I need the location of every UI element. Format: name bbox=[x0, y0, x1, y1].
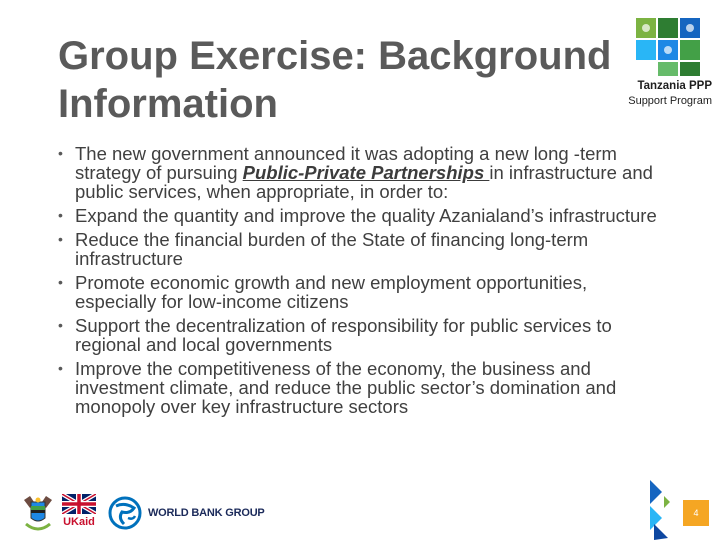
bullet-text: Reduce the financial burden of the State of financing long-term infrastructure bbox=[75, 229, 589, 269]
world-bank-text: WORLD BANK GROUP bbox=[148, 507, 265, 519]
ukaid-text: UKaid bbox=[63, 516, 95, 528]
ukaid-logo bbox=[62, 494, 96, 534]
bullet-list bbox=[56, 144, 666, 421]
bullet-item bbox=[56, 144, 666, 201]
bullet-text: The new government announced it was adopting a new long -term strategy of pursuing bbox=[75, 143, 617, 183]
bullet-dot-icon: • bbox=[58, 360, 63, 376]
bullet-dot-icon: • bbox=[58, 207, 63, 223]
bullet-item bbox=[56, 359, 666, 416]
tanzania-coat-of-arms-icon bbox=[20, 494, 56, 534]
bullet-text: in infrastructure and public services, when appropriate, in order to: bbox=[75, 162, 653, 202]
bullet-dot-icon: • bbox=[58, 231, 63, 247]
ppp-tiles-icon bbox=[634, 16, 700, 78]
tanzania-ppp-logo bbox=[612, 16, 714, 116]
bullet-item bbox=[56, 316, 666, 354]
bullet-dot-icon: • bbox=[58, 274, 63, 290]
bullet-text: Improve the competitiveness of the economy, the business and investment climate, and reduce the public sector’s domination and monopoly over key infrastructure sectors bbox=[75, 358, 617, 417]
world-bank-globe-icon bbox=[108, 496, 142, 530]
bullet-text: Expand the quantity and improve the quality Azanialand’s infrastructure bbox=[75, 205, 657, 226]
page-number: 4 bbox=[693, 508, 699, 518]
ppp-brand-subtext: Support Program bbox=[628, 95, 712, 107]
bullet-item bbox=[56, 206, 666, 225]
slide-title: Group Exercise: Background Information bbox=[58, 34, 612, 126]
bullet-dot-icon: • bbox=[58, 317, 63, 333]
bullet-text: Support the decentralization of responsibility for public services to regional and local governments bbox=[75, 315, 612, 355]
bullet-dot-icon: • bbox=[58, 145, 63, 161]
bullet-item bbox=[56, 273, 666, 311]
ppp-brand-text: Tanzania PPP bbox=[637, 80, 712, 92]
bullet-emphasis: Public-Private Partnerships bbox=[242, 162, 490, 183]
bullet-text: Promote economic growth and new employment opportunities, especially for low-income citizens bbox=[75, 272, 588, 312]
bullet-item bbox=[56, 230, 666, 268]
union-flag-icon bbox=[62, 494, 96, 514]
